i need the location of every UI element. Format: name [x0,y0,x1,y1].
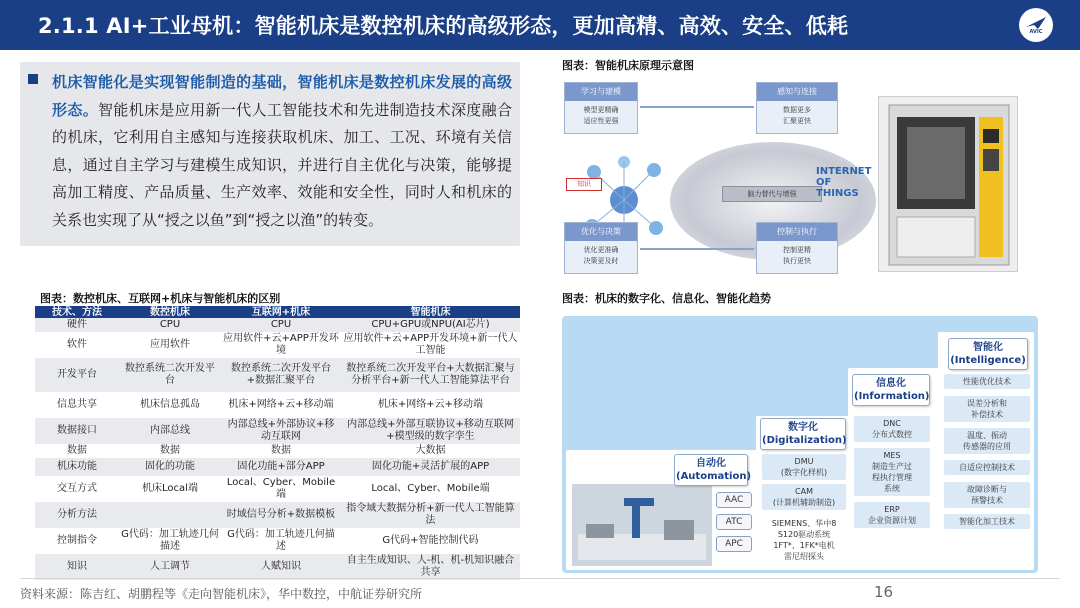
stage-title-line: (Automation) [676,471,752,482]
item-line: DNC [883,419,901,428]
table-cell: 开发平台 [35,358,119,392]
item-line: ERP [884,505,900,514]
item-line: (计算机辅助制造) [772,498,836,507]
learn-model-body [565,105,637,127]
item-line: 温度、振动 [967,431,1007,440]
table-cell: G代码+智能控制代码 [341,528,520,554]
company-logo [1018,7,1054,43]
brain-label: 脑力替代与增强 [722,186,822,202]
table-row [35,318,520,332]
optimize-decide-line: 决策更及时 [583,257,619,265]
table-row [35,476,520,502]
table-cell: 自主生成知识、人-机、机-机知识融合共享 [341,554,520,580]
digitalization-title [760,418,846,450]
item-line: 智能化加工技术 [959,517,1015,526]
item-line: S120驱动系统 [777,530,831,539]
item-line: 程执行管理 [872,473,912,482]
siemens-item [762,516,846,564]
table-cell: 交互方式 [35,476,119,502]
table-cell: 软件 [35,332,119,358]
stage-title-line: 数字化 [788,422,818,433]
atc-item: ATC [716,514,752,530]
intro-body-text: 智能机床是应用新一代人工智能技术和先进制造技术深度融合的机床，它利用自主感知与连接获取机床、加工、工况、环境有关信息，通过自主学习与建模生成知识，并进行自主优化与决策，能够提高加工精度、产品质量、生产效率、效能和安全性，同时人和机床的关系也实现了从“授之以鱼”到“授之以渔”的转变。 [52,100,512,229]
iot-line: THINGS [816,188,859,199]
source-note: 资料来源：陈吉红、胡鹏程等《走向智能机床》，华中数控，中航证券研究所 [20,587,423,601]
iot-line: OF [816,177,832,188]
table-cell: 机床+网络+云+移动端 [341,392,520,418]
sense-connect-title: 感知与连接 [757,83,837,101]
table-cell: 应用软件+云+APP开发环境+新一代人工智能 [341,332,520,358]
table-cell: 固化功能+部分APP [221,458,341,476]
stage-title-line: (Intelligence) [950,355,1026,366]
item-line: 系统 [884,484,900,493]
table-cell: 数据接口 [35,418,119,444]
stage-title-line: 信息化 [876,378,906,389]
table-cell: 知识 [35,554,119,580]
item-line: CAM [795,487,813,496]
table-cell: 机床Local端 [119,476,221,502]
table-cell: 应用软件 [119,332,221,358]
table-cell: 分析方法 [35,502,119,528]
page-title: 2.1.1 AI+工业母机：智能机床是数控机床的高级形态，更加高精、高效、安全、低耗 [38,14,849,38]
intelligence-item [944,460,1030,475]
sense-connect-line: 汇聚更快 [783,117,811,125]
item-line: 制造生产过 [872,462,912,471]
intelligence-item [944,514,1030,529]
table-cell: CPU [119,318,221,332]
table-row [35,554,520,580]
column-header: 技术、方法 [35,306,119,318]
table-cell: 固化的功能 [119,458,221,476]
dmu-item [762,454,846,480]
table-cell: 数控系统二次开发平台+大数据汇聚与分析平台+新一代人工智能算法平台 [341,358,520,392]
optimize-decide-box [564,222,638,274]
item-line: 传感器的应用 [963,442,1011,451]
stage-title-line: 自动化 [696,458,726,469]
intro-bold-text: 机床智能化是实现智能制造的基础，智能机床是数控机床发展的高级形态。 [52,73,512,119]
stage-title-line: (Information) [854,391,930,402]
table-cell: Local、Cyber、Mobile端 [221,476,341,502]
table-cell: 信息共享 [35,392,119,418]
intelligence-item [944,374,1030,389]
item-line: DMU [794,457,814,466]
aac-item: AAC [716,492,752,508]
item-line: 故障诊断与 [967,485,1007,494]
intro-panel [20,62,520,246]
arrow-line [640,248,754,250]
control-execute-line: 执行更快 [783,257,811,265]
table-cell: 机床功能 [35,458,119,476]
table-cell: 应用软件+云+APP开发环境 [221,332,341,358]
table-cell: 内部总线+外部协议+移动互联网 [221,418,341,444]
column-header: 互联网+机床 [221,306,341,318]
table-cell: 机床+网络+云+移动端 [221,392,341,418]
cam-item [762,484,846,510]
table-row [35,418,520,444]
footer-divider [20,578,1060,579]
sense-connect-body [757,105,837,127]
learn-model-line: 模型更精确 [583,106,619,114]
table-cell: 数控系统二次开发平台+数据汇聚平台 [221,358,341,392]
robot-workcell-image [572,484,712,566]
table-cell: 人工调节 [119,554,221,580]
knowledge-tag: 知识 [566,178,602,191]
trend-diagram [562,316,1038,573]
intelligence-title [948,338,1028,370]
sense-connect-box [756,82,838,134]
table-cell: 时域信号分析+数据模板 [221,502,341,528]
table-cell: 硬件 [35,318,119,332]
comparison-table [35,306,520,580]
bullet-square-icon [28,74,38,84]
item-line: SIEMENS、华中8 [771,519,837,528]
learn-model-line: 适应性更强 [583,117,619,125]
table-cell: 数据 [35,444,119,458]
table-cell: CPU+GPU或NPU(AI芯片) [341,318,520,332]
table-row [35,332,520,358]
stage-title-line: (Digitalization) [762,435,847,446]
principle-diagram [560,78,1024,276]
item-line: 补偿技术 [971,410,1003,419]
item-line: 1FT*、1FK*电机 [773,541,835,550]
table-cell: 数控系统二次开发平台 [119,358,221,392]
table-header-row [35,306,520,318]
table-cell: 机床信息孤岛 [119,392,221,418]
table-cell: CPU [221,318,341,332]
table-row [35,528,520,554]
item-line: MES [883,451,901,460]
optimize-decide-line: 优化更准确 [583,246,619,254]
arrow-line [640,106,754,108]
item-line: 误差分析和 [967,399,1007,408]
control-execute-line: 控制更精 [783,246,811,254]
control-execute-title: 控制与执行 [757,223,837,241]
intelligence-item [944,396,1030,422]
table-caption: 图表：数控机床、互联网+机床与智能机床的区别 [40,292,281,305]
table-cell: Local、Cyber、Mobile端 [341,476,520,502]
stage-title-line: 智能化 [973,342,1003,353]
intelligence-item [944,482,1030,508]
iot-text [816,166,871,199]
iot-line: INTERNET [816,166,872,177]
table-cell: 大数据 [341,444,520,458]
header-bar [0,0,1080,50]
optimize-decide-body [565,245,637,267]
cnc-machine-image [878,96,1018,272]
table-row [35,458,520,476]
table-cell: G代码：加工轨迹几何描述 [119,528,221,554]
column-header: 数控机床 [119,306,221,318]
trend-caption: 图表：机床的数字化、信息化、智能化趋势 [562,292,771,305]
intro-paragraph [52,69,512,234]
item-line: 性能优化技术 [963,377,1011,386]
control-execute-box [756,222,838,274]
column-header: 智能机床 [341,306,520,318]
control-execute-body [757,245,837,267]
table-cell: 固化功能+灵活扩展的APP [341,458,520,476]
table-cell [119,502,221,528]
table-cell: 指令域大数据分析+新一代人工智能算法 [341,502,520,528]
apc-item: APC [716,536,752,552]
table-cell: 控制指令 [35,528,119,554]
table-cell: 数据 [119,444,221,458]
item-line: 自适应控制技术 [959,463,1015,472]
automation-title [674,454,752,486]
mes-item [854,448,930,496]
page-number: 16 [874,583,894,601]
principle-caption: 图表：智能机床原理示意图 [562,59,694,72]
table-row [35,392,520,418]
item-line: 企业资源计划 [868,516,916,525]
learn-model-box [564,82,638,134]
table-cell: 人赋知识 [221,554,341,580]
item-line: 分布式数控 [872,430,912,439]
item-line: (数字化样机) [780,468,828,477]
item-line: 雷尼绍探头 [784,552,824,561]
intelligence-item [944,428,1030,454]
erp-item [854,502,930,528]
dnc-item [854,416,930,442]
logo-text: AVIC [1029,29,1043,35]
table-cell: 数据 [221,444,341,458]
table-row [35,444,520,458]
optimize-decide-title: 优化与决策 [565,223,637,241]
item-line: 预警技术 [971,496,1003,505]
table-cell: 内部总线+外部互联协议+移动互联网+模型级的数字孪生 [341,418,520,444]
table-row [35,502,520,528]
table-cell: 内部总线 [119,418,221,444]
sense-connect-line: 数据更多 [783,106,811,114]
information-title [852,374,930,406]
table-cell: G代码：加工轨迹几何描述 [221,528,341,554]
table-row [35,358,520,392]
learn-model-title: 学习与建模 [565,83,637,101]
